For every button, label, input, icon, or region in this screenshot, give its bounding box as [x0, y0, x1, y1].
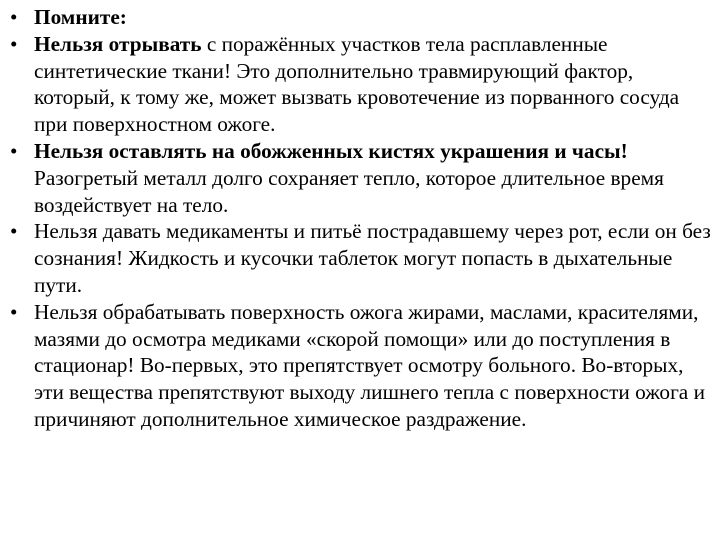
list-item-text: Нельзя давать медикаменты и питьё пострадавшему через рот, если он без сознания! Жидкость и кусочки таблеток могут попасть в дыхательные пути.	[34, 219, 711, 297]
list-item-molten-fabric	[10, 31, 716, 138]
bullet-icon: •	[10, 138, 18, 163]
list-item-bold: Нельзя оставлять на обожженных кистях украшения и часы!	[34, 138, 628, 163]
list-item-jewelry	[10, 138, 716, 218]
list-item-text: Разогретый металл долго сохраняет тепло, которое длительное время воздействует на тело.	[34, 165, 664, 217]
list-item-text: Нельзя обрабатывать поверхность ожога жирами, маслами, красителями, мазями до осмотра медиками «скорой помощи» или до поступления в стационар! Во-первых, это препятствует осмотру больного. Во-вторых, эти вещества препятствуют выходу лишнего тепла с поверхности ожога и причиняют дополнительное химическое раздражение.	[34, 299, 705, 431]
bullet-icon: •	[10, 299, 18, 324]
list-item-bold: Нельзя отрывать	[34, 31, 202, 56]
list-item-text: с поражённых участков тела расплавленные синтетические ткани! Это дополнительно травмирующий фактор, который, к тому же, может вызвать кровотечение из порванного сосуда при поверхностном ожоге.	[34, 31, 680, 137]
bullet-icon: •	[10, 219, 18, 244]
list-item-bold: Помните:	[34, 5, 127, 29]
list-item-medication	[10, 218, 716, 298]
bullet-icon: •	[10, 5, 18, 29]
list-item-ointments	[10, 299, 716, 433]
list-item-remember	[10, 4, 716, 31]
bullet-icon: •	[10, 31, 18, 56]
bullet-list	[10, 4, 716, 433]
